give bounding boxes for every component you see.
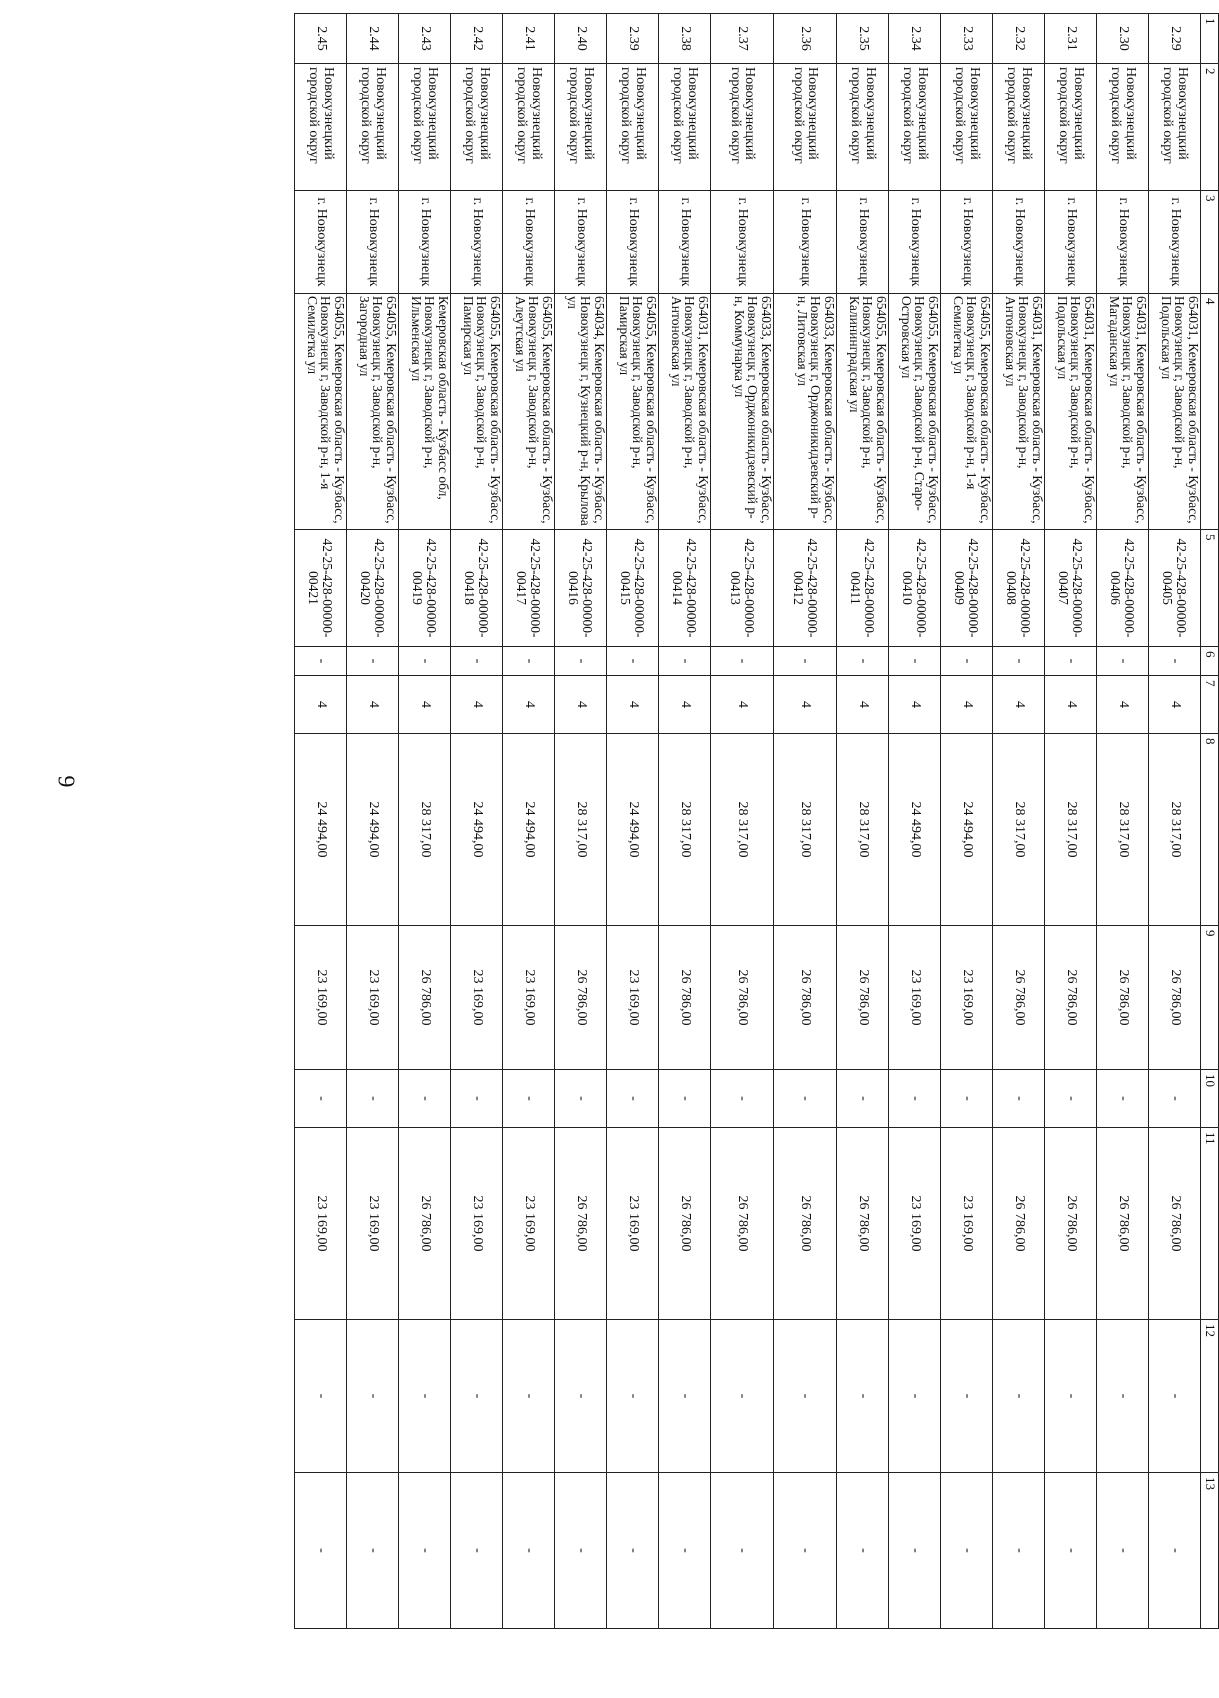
col6-cell: - [889,647,941,676]
col8-value-cell: 24 494,00 [451,734,503,926]
col10-cell: - [1045,1070,1097,1128]
col6-cell: - [993,647,1045,676]
col11-value-cell: 26 786,00 [659,1128,711,1320]
oktmo-code-cell: 42-25-428-00000-00412 [774,530,837,647]
municipality-cell: Новокузнецкий городской округ [659,64,711,191]
row-number: 2.35 [837,14,889,64]
oktmo-code-cell: 42-25-428-00000-00411 [837,530,889,647]
col10-cell: - [347,1070,399,1128]
col9-value-cell: 26 786,00 [774,926,837,1070]
col9-value-cell: 26 786,00 [837,926,889,1070]
col13-cell: - [837,1473,889,1629]
col8-value-cell: 28 317,00 [837,734,889,926]
col7-cell: 4 [1149,676,1201,734]
col6-cell: - [555,647,607,676]
city-cell: г. Новокузнецк [607,191,659,294]
table-row [451,14,503,1629]
col6-cell: - [774,647,837,676]
col8-value-cell: 28 317,00 [555,734,607,926]
col12-cell: - [399,1320,451,1473]
col7-cell: 4 [837,676,889,734]
address-cell: 654031, Кемеровская область - Кузбасс, Новокузнецк г, Заводской р-н, Магаданская ул [1097,294,1149,530]
col13-cell: - [711,1473,774,1629]
municipality-cell: Новокузнецкий городской округ [1097,64,1149,191]
column-header-13: 13 [1201,1473,1219,1629]
address-cell: 654055, Кемеровская область - Кузбасс, Новокузнецк г, Заводской р-н, Старо-Островская ул [889,294,941,530]
address-cell: 654031, Кемеровская область - Кузбасс, Новокузнецк г, Заводской р-н, Антоновская ул [993,294,1045,530]
col12-cell: - [295,1320,347,1473]
col13-cell: - [347,1473,399,1629]
col8-value-cell: 24 494,00 [503,734,555,926]
col11-value-cell: 23 169,00 [607,1128,659,1320]
col12-cell: - [659,1320,711,1473]
header-row [1201,14,1219,1629]
row-number: 2.43 [399,14,451,64]
col7-cell: 4 [774,676,837,734]
column-header-3: 3 [1201,191,1219,294]
col11-value-cell: 26 786,00 [711,1128,774,1320]
col9-value-cell: 26 786,00 [659,926,711,1070]
col8-value-cell: 28 317,00 [1149,734,1201,926]
row-number: 2.29 [1149,14,1201,64]
col11-value-cell: 23 169,00 [941,1128,993,1320]
col9-value-cell: 26 786,00 [555,926,607,1070]
col6-cell: - [711,647,774,676]
oktmo-code-cell: 42-25-428-00000-00406 [1097,530,1149,647]
row-number: 2.41 [503,14,555,64]
col12-cell: - [607,1320,659,1473]
col6-cell: - [941,647,993,676]
col11-value-cell: 23 169,00 [347,1128,399,1320]
row-number: 2.32 [993,14,1045,64]
table-row [941,14,993,1629]
row-number: 2.31 [1045,14,1097,64]
col11-value-cell: 23 169,00 [451,1128,503,1320]
city-cell: г. Новокузнецк [889,191,941,294]
col9-value-cell: 23 169,00 [451,926,503,1070]
address-cell: 654033, Кемеровская область - Кузбасс, Новокузнецк г, Орджоникидзевский р-н, Коммунарка ул [711,294,774,530]
city-cell: г. Новокузнецк [1149,191,1201,294]
city-cell: г. Новокузнецк [451,191,503,294]
col8-value-cell: 24 494,00 [347,734,399,926]
col7-cell: 4 [399,676,451,734]
table-row [555,14,607,1629]
column-header-5: 5 [1201,530,1219,647]
address-cell: 654055, Кемеровская область - Кузбасс, Новокузнецк г, Заводской р-н, Алеутская ул [503,294,555,530]
col8-value-cell: 28 317,00 [774,734,837,926]
oktmo-code-cell: 42-25-428-00000-00408 [993,530,1045,647]
col7-cell: 4 [941,676,993,734]
col9-value-cell: 23 169,00 [607,926,659,1070]
city-cell: г. Новокузнецк [503,191,555,294]
col12-cell: - [711,1320,774,1473]
col13-cell: - [1097,1473,1149,1629]
municipality-cell: Новокузнецкий городской округ [774,64,837,191]
col9-value-cell: 23 169,00 [941,926,993,1070]
col12-cell: - [1149,1320,1201,1473]
col13-cell: - [451,1473,503,1629]
municipality-cell: Новокузнецкий городской округ [889,64,941,191]
address-cell: 654034, Кемеровская область - Кузбасс, Новокузнецк г, Кузнецкий р-н, Крылова ул [555,294,607,530]
city-cell: г. Новокузнецк [837,191,889,294]
col10-cell: - [607,1070,659,1128]
col7-cell: 4 [295,676,347,734]
col8-value-cell: 24 494,00 [607,734,659,926]
col10-cell: - [993,1070,1045,1128]
oktmo-code-cell: 42-25-428-00000-00420 [347,530,399,647]
oktmo-code-cell: 42-25-428-00000-00418 [451,530,503,647]
col10-cell: - [941,1070,993,1128]
column-header-7: 7 [1201,676,1219,734]
column-header-6: 6 [1201,647,1219,676]
municipality-cell: Новокузнецкий городской округ [295,64,347,191]
col13-cell: - [1045,1473,1097,1629]
col9-value-cell: 23 169,00 [889,926,941,1070]
col7-cell: 4 [347,676,399,734]
oktmo-code-cell: 42-25-428-00000-00410 [889,530,941,647]
col12-cell: - [993,1320,1045,1473]
col11-value-cell: 26 786,00 [774,1128,837,1320]
col10-cell: - [555,1070,607,1128]
address-cell: Кемеровская область - Кузбасс обл, Новокузнецк г, Заводской р-н, Ильменская ул [399,294,451,530]
city-cell: г. Новокузнецк [659,191,711,294]
row-number: 2.37 [711,14,774,64]
column-header-8: 8 [1201,734,1219,926]
row-number: 2.45 [295,14,347,64]
col8-value-cell: 24 494,00 [889,734,941,926]
col10-cell: - [1097,1070,1149,1128]
col10-cell: - [711,1070,774,1128]
column-header-9: 9 [1201,926,1219,1070]
column-header-2: 2 [1201,64,1219,191]
col9-value-cell: 26 786,00 [1149,926,1201,1070]
address-cell: 654055, Кемеровская область - Кузбасс, Новокузнецк г, Заводской р-н, Калининградская ул [837,294,889,530]
col13-cell: - [503,1473,555,1629]
col8-value-cell: 28 317,00 [993,734,1045,926]
col13-cell: - [941,1473,993,1629]
col12-cell: - [837,1320,889,1473]
col11-value-cell: 26 786,00 [837,1128,889,1320]
table-row [711,14,774,1629]
row-number: 2.38 [659,14,711,64]
col12-cell: - [503,1320,555,1473]
col10-cell: - [399,1070,451,1128]
col12-cell: - [1097,1320,1149,1473]
col7-cell: 4 [889,676,941,734]
col7-cell: 4 [659,676,711,734]
address-cell: 654031, Кемеровская область - Кузбасс, Новокузнецк г, Заводской р-н, Подольская ул [1149,294,1201,530]
address-cell: 654031, Кемеровская область - Кузбасс, Новокузнецк г, Заводской р-н, Антоновская ул [659,294,711,530]
table-row [295,14,347,1629]
col9-value-cell: 26 786,00 [711,926,774,1070]
table-row [993,14,1045,1629]
row-number: 2.34 [889,14,941,64]
city-cell: г. Новокузнецк [1097,191,1149,294]
column-header-11: 11 [1201,1128,1219,1320]
table-row [659,14,711,1629]
table-row [347,14,399,1629]
oktmo-code-cell: 42-25-428-00000-00416 [555,530,607,647]
oktmo-code-cell: 42-25-428-00000-00417 [503,530,555,647]
col6-cell: - [659,647,711,676]
table-row [399,14,451,1629]
col10-cell: - [451,1070,503,1128]
col7-cell: 4 [1097,676,1149,734]
col13-cell: - [774,1473,837,1629]
col8-value-cell: 28 317,00 [659,734,711,926]
city-cell: г. Новокузнецк [993,191,1045,294]
col6-cell: - [451,647,503,676]
municipality-cell: Новокузнецкий городской округ [837,64,889,191]
row-number: 2.42 [451,14,503,64]
col9-value-cell: 26 786,00 [1097,926,1149,1070]
col11-value-cell: 26 786,00 [1045,1128,1097,1320]
col10-cell: - [659,1070,711,1128]
table-row [1097,14,1149,1629]
col13-cell: - [659,1473,711,1629]
col6-cell: - [1045,647,1097,676]
col12-cell: - [1045,1320,1097,1473]
col11-value-cell: 26 786,00 [1097,1128,1149,1320]
row-number: 2.44 [347,14,399,64]
col9-value-cell: 26 786,00 [399,926,451,1070]
col11-value-cell: 23 169,00 [503,1128,555,1320]
address-cell: 654033, Кемеровская область - Кузбасс, Новокузнецк г, Орджоникидзевский р-н, Литовская ул [774,294,837,530]
rotated-page-content [119,13,1219,1628]
col9-value-cell: 26 786,00 [993,926,1045,1070]
col13-cell: - [607,1473,659,1629]
col13-cell: - [993,1473,1045,1629]
col12-cell: - [451,1320,503,1473]
col12-cell: - [889,1320,941,1473]
col6-cell: - [1097,647,1149,676]
municipality-cell: Новокузнецкий городской округ [711,64,774,191]
oktmo-code-cell: 42-25-428-00000-00413 [711,530,774,647]
city-cell: г. Новокузнецк [941,191,993,294]
municipality-cell: Новокузнецкий городской округ [1045,64,1097,191]
col10-cell: - [295,1070,347,1128]
city-cell: г. Новокузнецк [347,191,399,294]
municipality-cell: Новокузнецкий городской округ [993,64,1045,191]
row-number: 2.30 [1097,14,1149,64]
municipality-cell: Новокузнецкий городской округ [347,64,399,191]
municipality-cell: Новокузнецкий городской округ [555,64,607,191]
data-table [294,13,1219,1629]
col9-value-cell: 26 786,00 [1045,926,1097,1070]
column-header-1: 1 [1201,14,1219,64]
col12-cell: - [555,1320,607,1473]
col9-value-cell: 23 169,00 [347,926,399,1070]
table-row [837,14,889,1629]
col9-value-cell: 23 169,00 [295,926,347,1070]
col7-cell: 4 [451,676,503,734]
address-cell: 654031, Кемеровская область - Кузбасс, Новокузнецк г, Заводской р-н, Подольская ул [1045,294,1097,530]
col9-value-cell: 23 169,00 [503,926,555,1070]
col13-cell: - [555,1473,607,1629]
municipality-cell: Новокузнецкий городской округ [1149,64,1201,191]
col6-cell: - [503,647,555,676]
col11-value-cell: 26 786,00 [555,1128,607,1320]
col10-cell: - [1149,1070,1201,1128]
col10-cell: - [774,1070,837,1128]
col12-cell: - [774,1320,837,1473]
col8-value-cell: 28 317,00 [399,734,451,926]
oktmo-code-cell: 42-25-428-00000-00415 [607,530,659,647]
col7-cell: 4 [1045,676,1097,734]
col8-value-cell: 28 317,00 [1045,734,1097,926]
col11-value-cell: 23 169,00 [295,1128,347,1320]
address-cell: 654055, Кемеровская область - Кузбасс, Новокузнецк г, Заводской р-н, Загородная ул [347,294,399,530]
page-number: 6 [54,775,81,788]
col6-cell: - [295,647,347,676]
oktmo-code-cell: 42-25-428-00000-00409 [941,530,993,647]
table-row [774,14,837,1629]
col7-cell: 4 [711,676,774,734]
table-row [1149,14,1201,1629]
municipality-cell: Новокузнецкий городской округ [399,64,451,191]
city-cell: г. Новокузнецк [1045,191,1097,294]
col8-value-cell: 24 494,00 [295,734,347,926]
col6-cell: - [837,647,889,676]
oktmo-code-cell: 42-25-428-00000-00405 [1149,530,1201,647]
municipality-cell: Новокузнецкий городской округ [451,64,503,191]
table-row [607,14,659,1629]
municipality-cell: Новокузнецкий городской округ [941,64,993,191]
col6-cell: - [607,647,659,676]
column-header-10: 10 [1201,1070,1219,1128]
col13-cell: - [1149,1473,1201,1629]
col7-cell: 4 [503,676,555,734]
row-number: 2.33 [941,14,993,64]
col7-cell: 4 [993,676,1045,734]
col11-value-cell: 26 786,00 [1149,1128,1201,1320]
city-cell: г. Новокузнецк [711,191,774,294]
address-cell: 654055, Кемеровская область - Кузбасс, Новокузнецк г, Заводской р-н, 1-я Семилетка ул [295,294,347,530]
col8-value-cell: 28 317,00 [711,734,774,926]
col7-cell: 4 [607,676,659,734]
col6-cell: - [347,647,399,676]
oktmo-code-cell: 42-25-428-00000-00407 [1045,530,1097,647]
city-cell: г. Новокузнецк [295,191,347,294]
oktmo-code-cell: 42-25-428-00000-00414 [659,530,711,647]
row-number: 2.39 [607,14,659,64]
municipality-cell: Новокузнецкий городской округ [503,64,555,191]
address-cell: 654055, Кемеровская область - Кузбасс, Новокузнецк г, Заводской р-н, 1-я Семилетка ул [941,294,993,530]
col11-value-cell: 23 169,00 [889,1128,941,1320]
col10-cell: - [837,1070,889,1128]
address-cell: 654055, Кемеровская область - Кузбасс, Новокузнецк г, Заводской р-н, Памирская ул [607,294,659,530]
col6-cell: - [1149,647,1201,676]
col12-cell: - [347,1320,399,1473]
city-cell: г. Новокузнецк [774,191,837,294]
city-cell: г. Новокузнецк [555,191,607,294]
row-number: 2.36 [774,14,837,64]
col10-cell: - [503,1070,555,1128]
table-row [889,14,941,1629]
column-header-12: 12 [1201,1320,1219,1473]
col7-cell: 4 [555,676,607,734]
oktmo-code-cell: 42-25-428-00000-00421 [295,530,347,647]
oktmo-code-cell: 42-25-428-00000-00419 [399,530,451,647]
col8-value-cell: 28 317,00 [1097,734,1149,926]
col8-value-cell: 24 494,00 [941,734,993,926]
address-cell: 654055, Кемеровская область - Кузбасс, Новокузнецк г, Заводской р-н, Памирская ул [451,294,503,530]
col10-cell: - [889,1070,941,1128]
table-row [503,14,555,1629]
col6-cell: - [399,647,451,676]
table-row [1045,14,1097,1629]
row-number: 2.40 [555,14,607,64]
municipality-cell: Новокузнецкий городской округ [607,64,659,191]
column-header-4: 4 [1201,294,1219,530]
city-cell: г. Новокузнецк [399,191,451,294]
col12-cell: - [941,1320,993,1473]
col13-cell: - [295,1473,347,1629]
col13-cell: - [399,1473,451,1629]
col11-value-cell: 26 786,00 [399,1128,451,1320]
col13-cell: - [889,1473,941,1629]
col11-value-cell: 26 786,00 [993,1128,1045,1320]
